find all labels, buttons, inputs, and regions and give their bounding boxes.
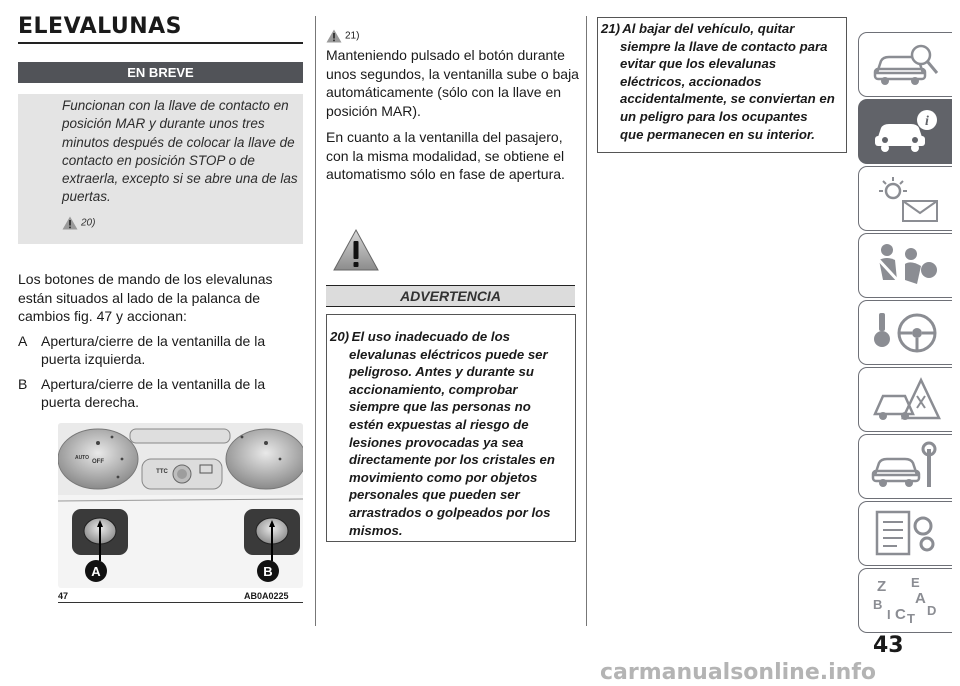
reference-21[interactable] <box>326 29 359 43</box>
svg-text:I: I <box>887 607 891 622</box>
tab-safety[interactable] <box>858 233 952 298</box>
tab-technical-data[interactable] <box>858 501 952 566</box>
tab-starting-driving[interactable] <box>858 300 952 365</box>
note-number: 21) <box>601 21 621 36</box>
page-title: ELEVALUNAS <box>18 14 183 39</box>
svg-text:Z: Z <box>877 578 887 595</box>
warning-heading: ADVERTENCIA <box>326 285 575 307</box>
note-line: un peligro para los ocupantes <box>620 108 808 124</box>
alphabetical-index-icon <box>871 575 941 625</box>
item-text: Apertura/cierre de la ventanilla de la puerta izquierda. <box>41 332 266 367</box>
note-line: directamente por los cristales en <box>349 452 555 468</box>
intro-paragraph: Los botones de mando de los elevalunas están situados al lado de la palanca de cambios fig. 47 y accionan: <box>18 271 273 324</box>
title-rule <box>18 42 303 44</box>
warning-note-21 <box>601 20 845 143</box>
svg-text:D: D <box>927 603 937 618</box>
item-text: Apertura/cierre de la ventanilla de la puerta derecha. <box>41 375 266 410</box>
tab-index[interactable] <box>858 568 952 633</box>
car-info-icon <box>871 106 941 156</box>
svg-text:B: B <box>873 597 883 612</box>
page-number: 43 <box>873 633 904 658</box>
seatbelt-airbag-icon <box>871 240 941 290</box>
steering-key-icon <box>871 307 941 357</box>
tab-car-info[interactable] <box>858 99 952 164</box>
technical-data-icon <box>871 508 941 558</box>
note-number: 20) <box>330 329 350 344</box>
note-line: mismos. <box>349 522 403 538</box>
note-line: que permanecen en su interior. <box>620 126 815 142</box>
svg-text:C: C <box>895 606 906 623</box>
warning-icon <box>326 29 342 43</box>
column-1-body <box>18 270 303 418</box>
note-line: accidentalmente, se conviertan en <box>620 91 835 107</box>
note-line: evitar que los elevalunas <box>620 56 777 72</box>
list-item <box>18 332 303 369</box>
off-label: OFF <box>92 459 104 465</box>
brief-text: Funcionan con la llave de contacto en posición MAR y durante unos tres minutos después de colocar la llave de contacto en posición STOP o de extraerla, excepto si se abre una de las puertas. <box>62 98 298 205</box>
note-line: siempre que las personas no <box>349 399 531 415</box>
note-line: siempre la llave de contacto para <box>620 38 828 54</box>
note-line: arrastrados o golpeados por los <box>349 504 551 520</box>
note-line: eléctricos, accionados <box>620 73 762 89</box>
figure-number: 47 <box>58 591 69 601</box>
car-search-icon <box>871 39 941 89</box>
warning-icon <box>62 216 78 230</box>
auto-label: AUTO <box>74 455 90 461</box>
watermark: carmanualsonline.info <box>600 660 876 685</box>
figure-code: AB0A0225 <box>244 591 289 601</box>
road-warning-icon <box>871 374 941 424</box>
note-line: El uso inadecuado de los <box>351 329 510 344</box>
svg-text:A: A <box>915 590 926 607</box>
tab-warning-lights[interactable] <box>858 166 952 231</box>
note-line: elevalunas eléctricos puede ser <box>349 346 548 362</box>
tab-emergency[interactable] <box>858 367 952 432</box>
warning-triangle-icon <box>332 228 380 272</box>
brief-reference[interactable] <box>62 216 95 230</box>
note-line: peligroso. Antes y durante su <box>349 364 534 380</box>
note-line: movimiento como por objetos <box>349 469 538 485</box>
brief-ref-text: 20) <box>81 217 96 229</box>
warning-lights-icon <box>871 173 941 223</box>
column-divider <box>315 16 316 626</box>
svg-text:E: E <box>911 575 920 590</box>
car-service-icon <box>871 441 941 491</box>
note-line: accionamiento, comprobar <box>349 381 518 397</box>
column-divider <box>586 16 587 626</box>
item-key: B <box>18 375 28 392</box>
note-line: Al bajar del vehículo, quitar <box>622 21 795 36</box>
window-switch-figure <box>58 423 303 588</box>
warning-note-20 <box>330 328 572 539</box>
list-item <box>18 375 303 412</box>
item-key: A <box>18 332 28 349</box>
svg-text:T: T <box>907 611 915 625</box>
svg-text:i: i <box>925 114 929 129</box>
figure-label-a: A <box>91 564 101 579</box>
note-line: estén expuestas al riesgo de <box>349 416 529 432</box>
reference-21-text: 21) <box>345 30 360 42</box>
brief-heading: EN BREVE <box>18 62 303 83</box>
note-line: personales que pueden ser <box>349 487 520 503</box>
figure-label-b: B <box>263 564 273 579</box>
paragraph: Manteniendo pulsado el botón durante unos segundos, la ventanilla sube o baja automáticamente (sólo con la llave en posición MAR). <box>326 47 579 119</box>
note-line: lesiones provocadas ya sea <box>349 434 524 450</box>
tab-maintenance[interactable] <box>858 434 952 499</box>
ttc-label: TTC <box>156 469 168 475</box>
tab-car-knowledge[interactable] <box>858 32 952 97</box>
figure-rule <box>58 602 303 603</box>
paragraph: En cuanto a la ventanilla del pasajero, con la misma modalidad, se obtiene el automatismo sólo en fase de apertura. <box>326 129 565 182</box>
column-2-body <box>326 46 581 192</box>
